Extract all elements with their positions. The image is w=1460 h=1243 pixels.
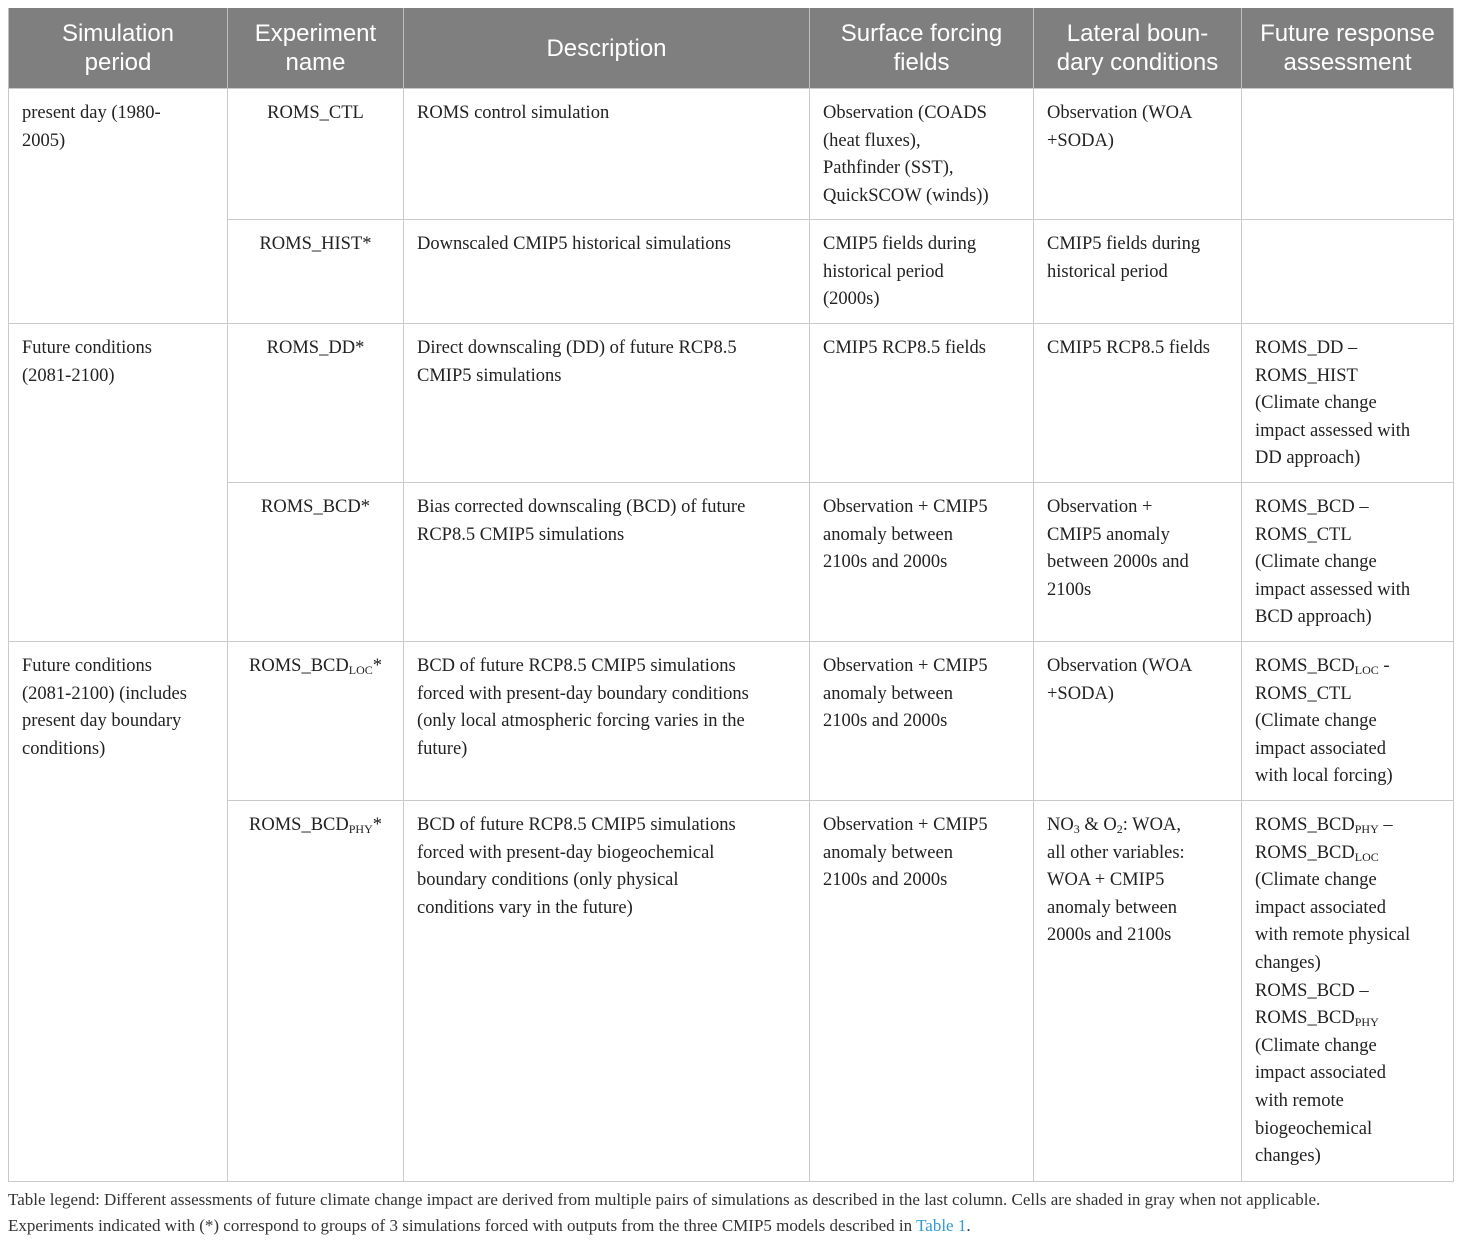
lateral-boundary-cell: Observation (WOA +SODA) bbox=[1034, 642, 1242, 801]
description-cell: Direct downscaling (DD) of future RCP8.5 CMIP5 simulations bbox=[404, 324, 810, 483]
surface-forcing-cell: Observation + CMIP5 anomaly between 2100s and 2000s bbox=[810, 483, 1034, 642]
lateral-boundary-cell: CMIP5 fields during historical period bbox=[1034, 220, 1242, 324]
header-row bbox=[9, 8, 1454, 89]
table-row bbox=[9, 324, 1454, 483]
experiment-name-cell: ROMS_BCD* bbox=[228, 483, 404, 642]
future-response-cell: ROMS_DD – ROMS_HIST (Climate change impact assessed with DD approach) bbox=[1242, 324, 1454, 483]
description-cell: BCD of future RCP8.5 CMIP5 simulations forced with present-day biogeochemical boundary conditions (only physical conditions vary in the future) bbox=[404, 801, 810, 1182]
period-cell: Future conditions (2081-2100) bbox=[9, 324, 228, 642]
description-cell: Bias corrected downscaling (BCD) of future RCP8.5 CMIP5 simulations bbox=[404, 483, 810, 642]
experiment-name-cell: ROMS_CTL bbox=[228, 89, 404, 220]
legend-line-2: Experiments indicated with (*) correspond to groups of 3 simulations forced with outputs from the three CMIP5 models described in Table 1. bbox=[8, 1216, 971, 1235]
description-cell: BCD of future RCP8.5 CMIP5 simulations forced with present-day boundary conditions (only local atmospheric forcing varies in the future) bbox=[404, 642, 810, 801]
experiment-table-container bbox=[8, 8, 1453, 1182]
description-cell: ROMS control simulation bbox=[404, 89, 810, 220]
future-response-cell: $ROMS\_BCD_{LOC}$ - ROMS_CTL (Climate change impact associated with local forcing) bbox=[1242, 642, 1454, 801]
table-row bbox=[9, 89, 1454, 220]
surface-forcing-cell: Observation + CMIP5 anomaly between 2100s and 2000s bbox=[810, 642, 1034, 801]
header-experiment-name: Experiment name bbox=[228, 8, 404, 89]
legend-line-1: Table legend: Different assessments of future climate change impact are derived from multiple pairs of simulations as described in the last column. Cells are shaded in gray when not applicable. bbox=[8, 1190, 1321, 1209]
lateral-boundary-cell: Observation (WOA +SODA) bbox=[1034, 89, 1242, 220]
lateral-boundary-cell: $NO_3$ & $O_2$: WOA, all other variables: WOA + CMIP5 anomaly between 2000s and 2100s bbox=[1034, 801, 1242, 1182]
header-lateral-boundary: Lateral boun- dary conditions bbox=[1034, 8, 1242, 89]
experiment-name-cell: $ROMS\_BCD_{PHY}*$ bbox=[228, 801, 404, 1182]
surface-forcing-cell: Observation (COADS (heat fluxes), Pathfinder (SST), QuickSCOW (winds)) bbox=[810, 89, 1034, 220]
description-cell: Downscaled CMIP5 historical simulations bbox=[404, 220, 810, 324]
header-surface-forcing: Surface forcing fields bbox=[810, 8, 1034, 89]
header-description: Description bbox=[404, 8, 810, 89]
header-future-response: Future response assessment bbox=[1242, 8, 1454, 89]
experiment-name-cell: ROMS_DD* bbox=[228, 324, 404, 483]
future-response-cell bbox=[1242, 220, 1454, 324]
experiment-table bbox=[8, 8, 1454, 1182]
future-response-cell bbox=[1242, 89, 1454, 220]
experiment-name-cell: $ROMS\_BCD_{LOC}*$ bbox=[228, 642, 404, 801]
future-response-cell: $ROMS\_BCD_{PHY}$ – $ROMS\_BCD_{LOC}$ (Climate change impact associated with remote physical changes) ROMS_BCD – $ROMS\_BCD_{PHY}$ (Climate change impact associated with remote biogeochemical changes) bbox=[1242, 801, 1454, 1182]
period-cell: present day (1980- 2005) bbox=[9, 89, 228, 324]
period-cell: Future conditions (2081-2100) (includes present day boundary conditions) bbox=[9, 642, 228, 1182]
experiment-name-cell: ROMS_HIST* bbox=[228, 220, 404, 324]
table-legend bbox=[8, 1187, 1453, 1239]
surface-forcing-cell: CMIP5 RCP8.5 fields bbox=[810, 324, 1034, 483]
surface-forcing-cell: CMIP5 fields during historical period (2000s) bbox=[810, 220, 1034, 324]
table-1-link[interactable]: Table 1 bbox=[916, 1216, 967, 1235]
table-row bbox=[9, 642, 1454, 801]
surface-forcing-cell: Observation + CMIP5 anomaly between 2100s and 2000s bbox=[810, 801, 1034, 1182]
future-response-cell: ROMS_BCD – ROMS_CTL (Climate change impact assessed with BCD approach) bbox=[1242, 483, 1454, 642]
lateral-boundary-cell: Observation + CMIP5 anomaly between 2000s and 2100s bbox=[1034, 483, 1242, 642]
header-simulation-period: Simulation period bbox=[9, 8, 228, 89]
lateral-boundary-cell: CMIP5 RCP8.5 fields bbox=[1034, 324, 1242, 483]
